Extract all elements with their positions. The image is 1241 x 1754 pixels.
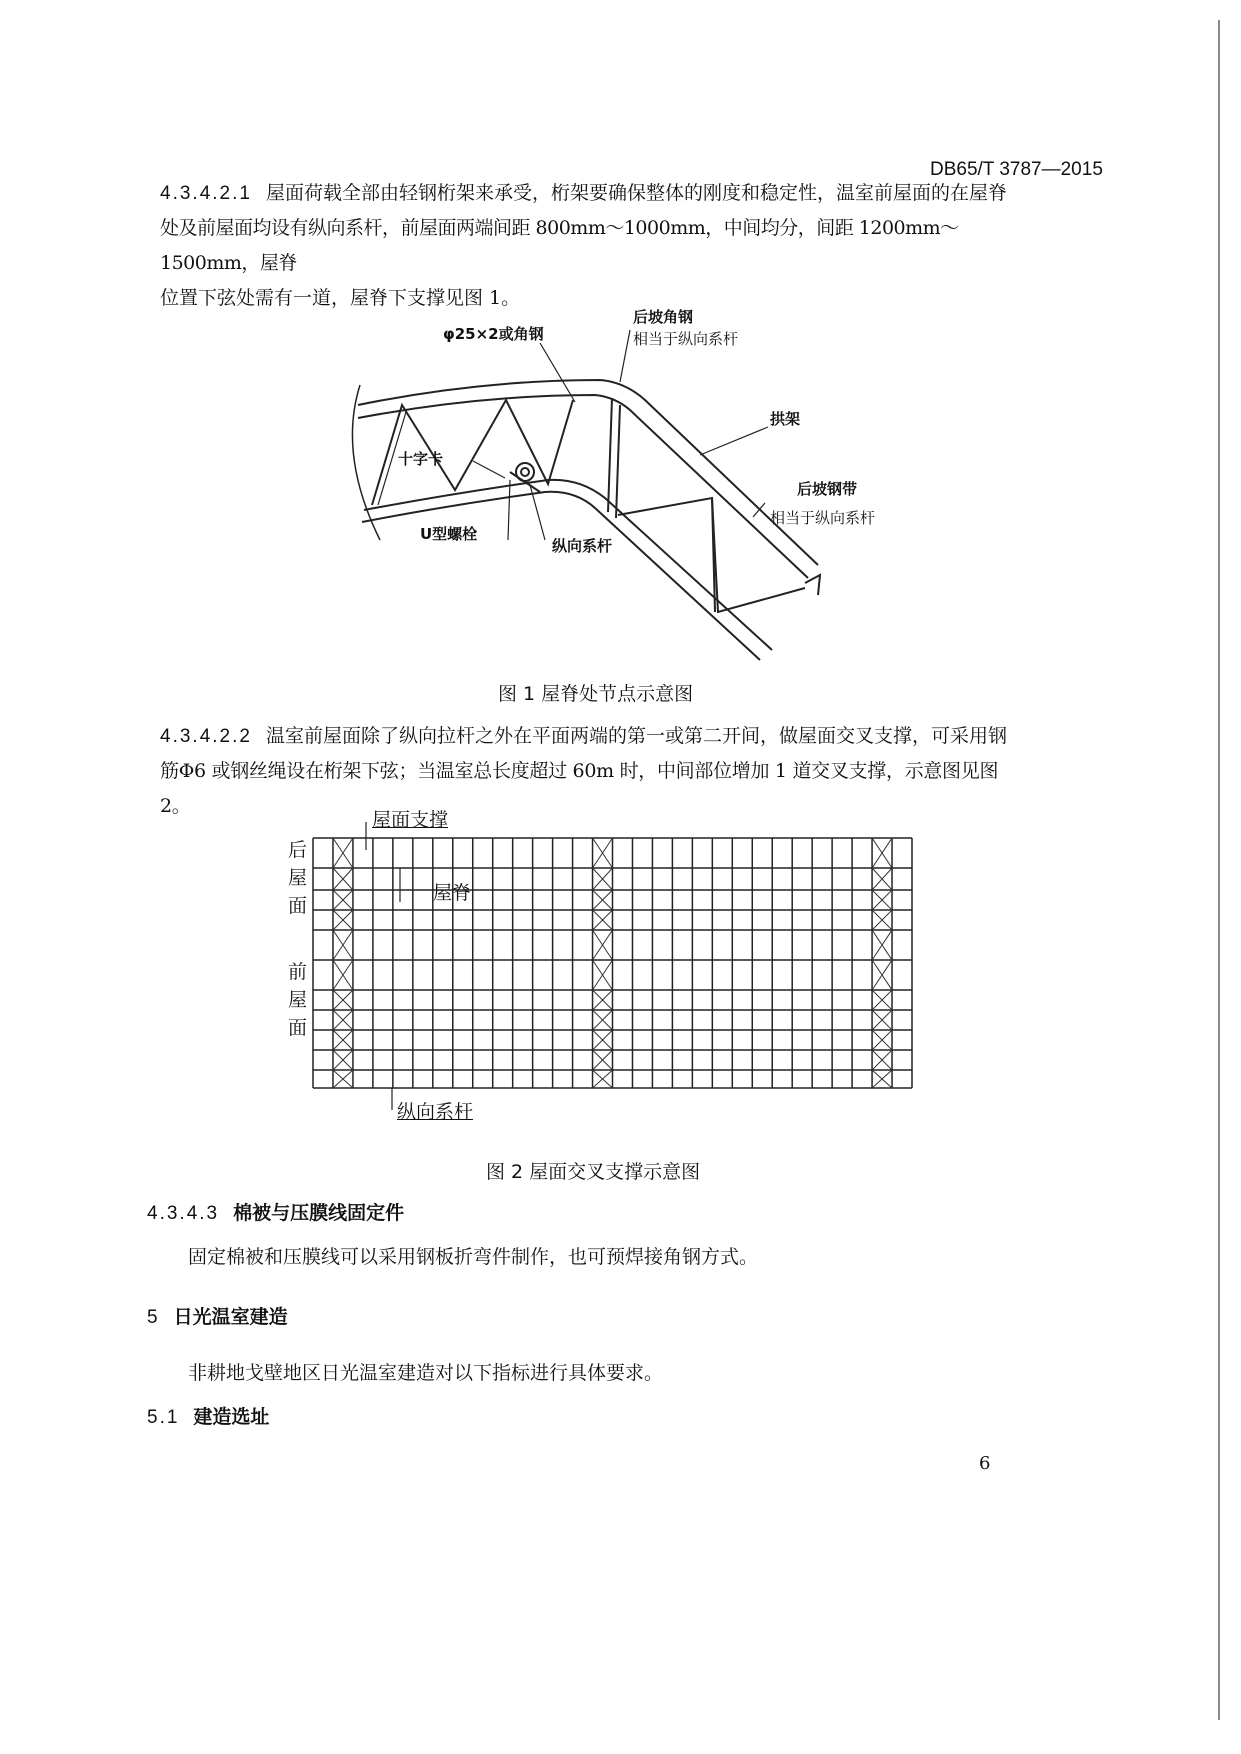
section-title: 棉被与压膜线固定件 (233, 1202, 405, 1224)
lower-chord-line (362, 492, 760, 660)
label-char: 面 (288, 1017, 308, 1039)
cross-brace (593, 910, 613, 930)
cross-brace (333, 838, 353, 868)
label-pipe: φ25×2或角钢 (443, 325, 544, 343)
cross-brace (593, 868, 613, 890)
label-char: 屋 (288, 867, 308, 889)
clause-number: 4.3.4.3 (147, 1203, 220, 1224)
cross-brace (872, 990, 892, 1010)
cross-brace (593, 960, 613, 990)
label-ridge: 屋脊 (433, 882, 472, 904)
cross-brace (333, 910, 353, 930)
cross-brace (872, 1070, 892, 1088)
cross-brace (593, 990, 613, 1010)
cross-brace (593, 1030, 613, 1050)
label-cross-clip: 十字卡 (398, 450, 444, 468)
label-longitudinal-tie-2: 纵向系杆 (397, 1101, 474, 1123)
label-rear-roof (288, 836, 312, 920)
cross-brace (333, 1070, 353, 1088)
paragraph-4-3-4-2-1 (160, 176, 1020, 316)
cross-brace (333, 890, 353, 910)
section-5-heading (147, 1302, 288, 1329)
cross-brace (593, 890, 613, 910)
section-title: 建造选址 (193, 1406, 270, 1428)
cross-brace (333, 868, 353, 890)
standard-number: DB65/T 3787—2015 (930, 159, 1103, 180)
page-number: 6 (979, 1453, 991, 1474)
cross-brace (872, 1050, 892, 1070)
cross-brace (333, 1050, 353, 1070)
section-4-3-4-3-heading (147, 1198, 404, 1225)
cross-brace (872, 890, 892, 910)
cross-brace (593, 1010, 613, 1030)
cross-brace (593, 1070, 613, 1088)
cross-brace (593, 1070, 613, 1088)
label-rear-slope-strip-note: 相当于纵向系杆 (770, 509, 876, 527)
cross-brace (593, 868, 613, 890)
cross-brace (333, 930, 353, 960)
cross-brace (872, 868, 892, 890)
cross-brace (872, 960, 892, 990)
cross-brace (333, 838, 353, 868)
cross-brace (872, 960, 892, 990)
cross-brace (333, 868, 353, 890)
label-rear-slope-angle: 后坡角钢 (633, 308, 694, 326)
cross-brace (872, 868, 892, 890)
cross-brace (872, 890, 892, 910)
label-front-roof (288, 958, 312, 1042)
cross-brace (333, 990, 353, 1010)
section-5-body: 非耕地戈壁地区日光温室建造对以下指标进行具体要求。 (188, 1362, 664, 1384)
label-char: 后 (288, 839, 308, 861)
cross-brace (333, 960, 353, 990)
clause-number: 4.3.4.2.2 (160, 726, 252, 747)
figure-2-caption: 图 2 屋面交叉支撑示意图 (486, 1161, 701, 1183)
label-char: 前 (288, 961, 308, 983)
clause-number: 5 (147, 1307, 160, 1328)
cross-brace (872, 1030, 892, 1050)
paragraph-line: 筋Φ6 或钢丝绳设在桁架下弦；当温室总长度超过 60m 时，中间部位增加 1 道交叉支撑，示意图见图 2。 (160, 760, 999, 817)
clause-number: 5.1 (147, 1407, 180, 1428)
label-longitudinal-tie: 纵向系杆 (552, 537, 613, 555)
cross-brace (333, 910, 353, 930)
label-rear-slope-angle-note: 相当于纵向系杆 (633, 330, 739, 348)
cross-brace (872, 1030, 892, 1050)
paragraph-4-3-4-2-2 (160, 719, 1020, 824)
paragraph-line: 位置下弦处需有一道，屋脊下支撑见图 1。 (160, 287, 521, 309)
cross-brace (593, 1050, 613, 1070)
cross-brace (872, 1010, 892, 1030)
cross-brace (593, 1010, 613, 1030)
label-char: 面 (288, 895, 308, 917)
clause-number: 4.3.4.2.1 (160, 183, 252, 204)
label-arch-frame: 拱架 (770, 410, 801, 428)
paragraph-line: 处及前屋面均设有纵向系杆，前屋面两端间距 800mm～1000mm，中间均分，间距 1200mm～1500mm，屋脊 (160, 217, 959, 274)
cross-brace (593, 960, 613, 990)
section-5-1-heading (147, 1402, 269, 1429)
cross-brace (593, 930, 613, 960)
cross-brace (872, 910, 892, 930)
cross-brace (872, 838, 892, 868)
cross-brace (593, 1030, 613, 1050)
cross-brace (333, 1030, 353, 1050)
cross-brace (333, 1050, 353, 1070)
cross-brace (333, 990, 353, 1010)
label-u-bolt: U型螺栓 (420, 525, 478, 543)
cross-brace (872, 930, 892, 960)
cross-brace (872, 910, 892, 930)
cross-brace (872, 990, 892, 1010)
cross-brace (593, 838, 613, 868)
cross-brace (593, 910, 613, 930)
cross-brace (593, 838, 613, 868)
cross-brace (333, 1030, 353, 1050)
scan-edge-rule (1218, 20, 1220, 1720)
cross-brace (333, 930, 353, 960)
cross-brace (333, 1010, 353, 1030)
cross-brace (593, 1050, 613, 1070)
cross-brace (593, 890, 613, 910)
label-roof-brace: 屋面支撑 (372, 809, 449, 831)
cross-brace (593, 990, 613, 1010)
figure-1-caption: 图 1 屋脊处节点示意图 (498, 683, 694, 705)
section-4-3-4-3-body: 固定棉被和压膜线可以采用钢板折弯件制作，也可预焊接角钢方式。 (188, 1246, 759, 1268)
cross-brace (872, 1070, 892, 1088)
label-char: 屋 (288, 989, 308, 1011)
cross-brace (333, 890, 353, 910)
cross-brace (872, 930, 892, 960)
cross-brace (333, 1010, 353, 1030)
cross-brace (333, 1070, 353, 1088)
paragraph-line: 屋面荷载全部由轻钢桁架来承受，桁架要确保整体的刚度和稳定性，温室前屋面的在屋脊 (265, 182, 1007, 204)
cross-brace (593, 930, 613, 960)
label-rear-slope-strip: 后坡钢带 (797, 480, 858, 498)
cross-brace (872, 1050, 892, 1070)
section-title: 日光温室建造 (173, 1306, 288, 1328)
cross-brace (333, 960, 353, 990)
cross-brace (872, 1010, 892, 1030)
cross-brace (872, 838, 892, 868)
paragraph-line: 温室前屋面除了纵向拉杆之外在平面两端的第一或第二开间，做屋面交叉支撑，可采用钢 (265, 725, 1007, 747)
